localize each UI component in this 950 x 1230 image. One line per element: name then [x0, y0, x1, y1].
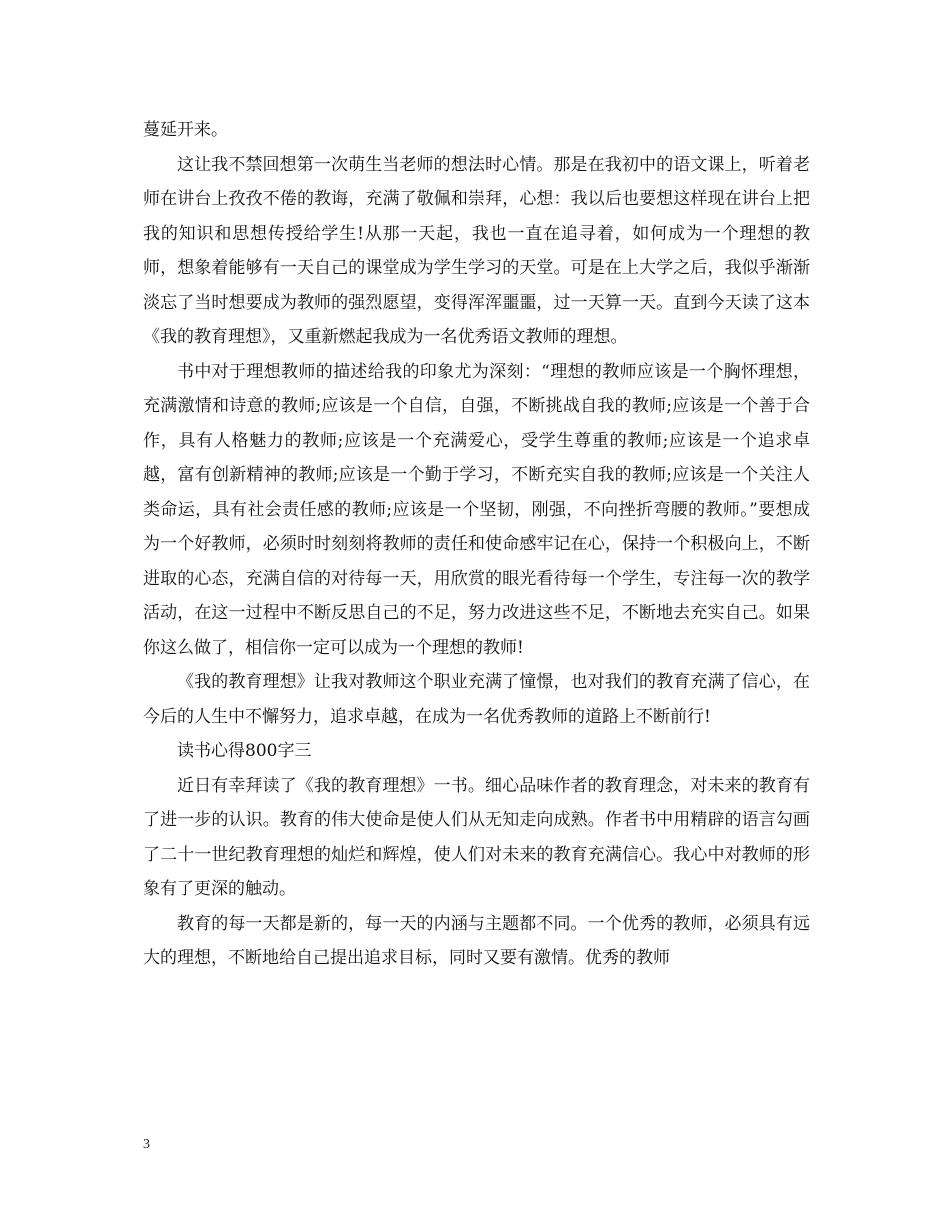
paragraph: 教育的每一天都是新的，每一天的内涵与主题都不同。一个优秀的教师，必须具有远大的理想，不断地给自己提出追求目标，同时又要有激情。优秀的教师 — [143, 913, 810, 968]
section-heading: 读书心得800字三 — [177, 741, 312, 761]
paragraph: 近日有幸拜读了《我的教育理想》一书。细心品味作者的教育理念，对未来的教育有了进一步的认识。教育的伟大使命是使人们从无知走向成熟。作者书中用精辟的语言勾画了二十一世纪教育理想的灿烂和辉煌，使人们对未来的教育充满信心。我心中对教师的形象有了更深的触动。 — [143, 775, 810, 899]
page-number: 3 — [143, 1137, 150, 1152]
paragraph-continuation: 蔓延开来。 — [143, 120, 228, 140]
document-body — [143, 113, 810, 976]
paragraph: 书中对于理想教师的描述给我的印象尤为深刻：“理想的教师应该是一个胸怀理想，充满激情和诗意的教师;应该是一个自信，自强，不断挑战自我的教师;应该是一个善于合作，具有人格魅力的教师;应该是一个充满爱心，受学生尊重的教师;应该是一个追求卓越，富有创新精神的教师;应该是一个勤于学习，不断充实自我的教师;应该是一个关注人类命运，具有社会责任感的教师;应该是一个坚韧，刚强，不向挫折弯腰的教师。”要想成为一个好教师，必须时时刻刻将教师的责任和使命感牢记在心，保持一个积极向上，不断进取的心态，充满自信的对待每一天，用欣赏的眼光看待每一个学生，专注每一次的教学活动，在这一过程中不断反思自己的不足，努力改进这些不足，不断地去充实自己。如果你这么做了，相信你一定可以成为一个理想的教师! — [143, 361, 810, 658]
paragraph: 这让我不禁回想第一次萌生当老师的想法时心情。那是在我初中的语文课上，听着老师在讲台上孜孜不倦的教诲，充满了敬佩和崇拜，心想：我以后也要想这样现在讲台上把我的知识和思想传授给学生!从那一天起，我也一直在追寻着，如何成为一个理想的教师，想象着能够有一天自己的课堂成为学生学习的天堂。可是在上大学之后，我似乎渐渐淡忘了当时想要成为教师的强烈愿望，变得浑浑噩噩，过一天算一天。直到今天读了这本《我的教育理想》，又重新燃起我成为一名优秀语文教师的理想。 — [143, 154, 810, 347]
paragraph: 《我的教育理想》让我对教师这个职业充满了憧憬，也对我们的教育充满了信心，在今后的人生中不懈努力，追求卓越，在成为一名优秀教师的道路上不断前行! — [143, 672, 810, 727]
